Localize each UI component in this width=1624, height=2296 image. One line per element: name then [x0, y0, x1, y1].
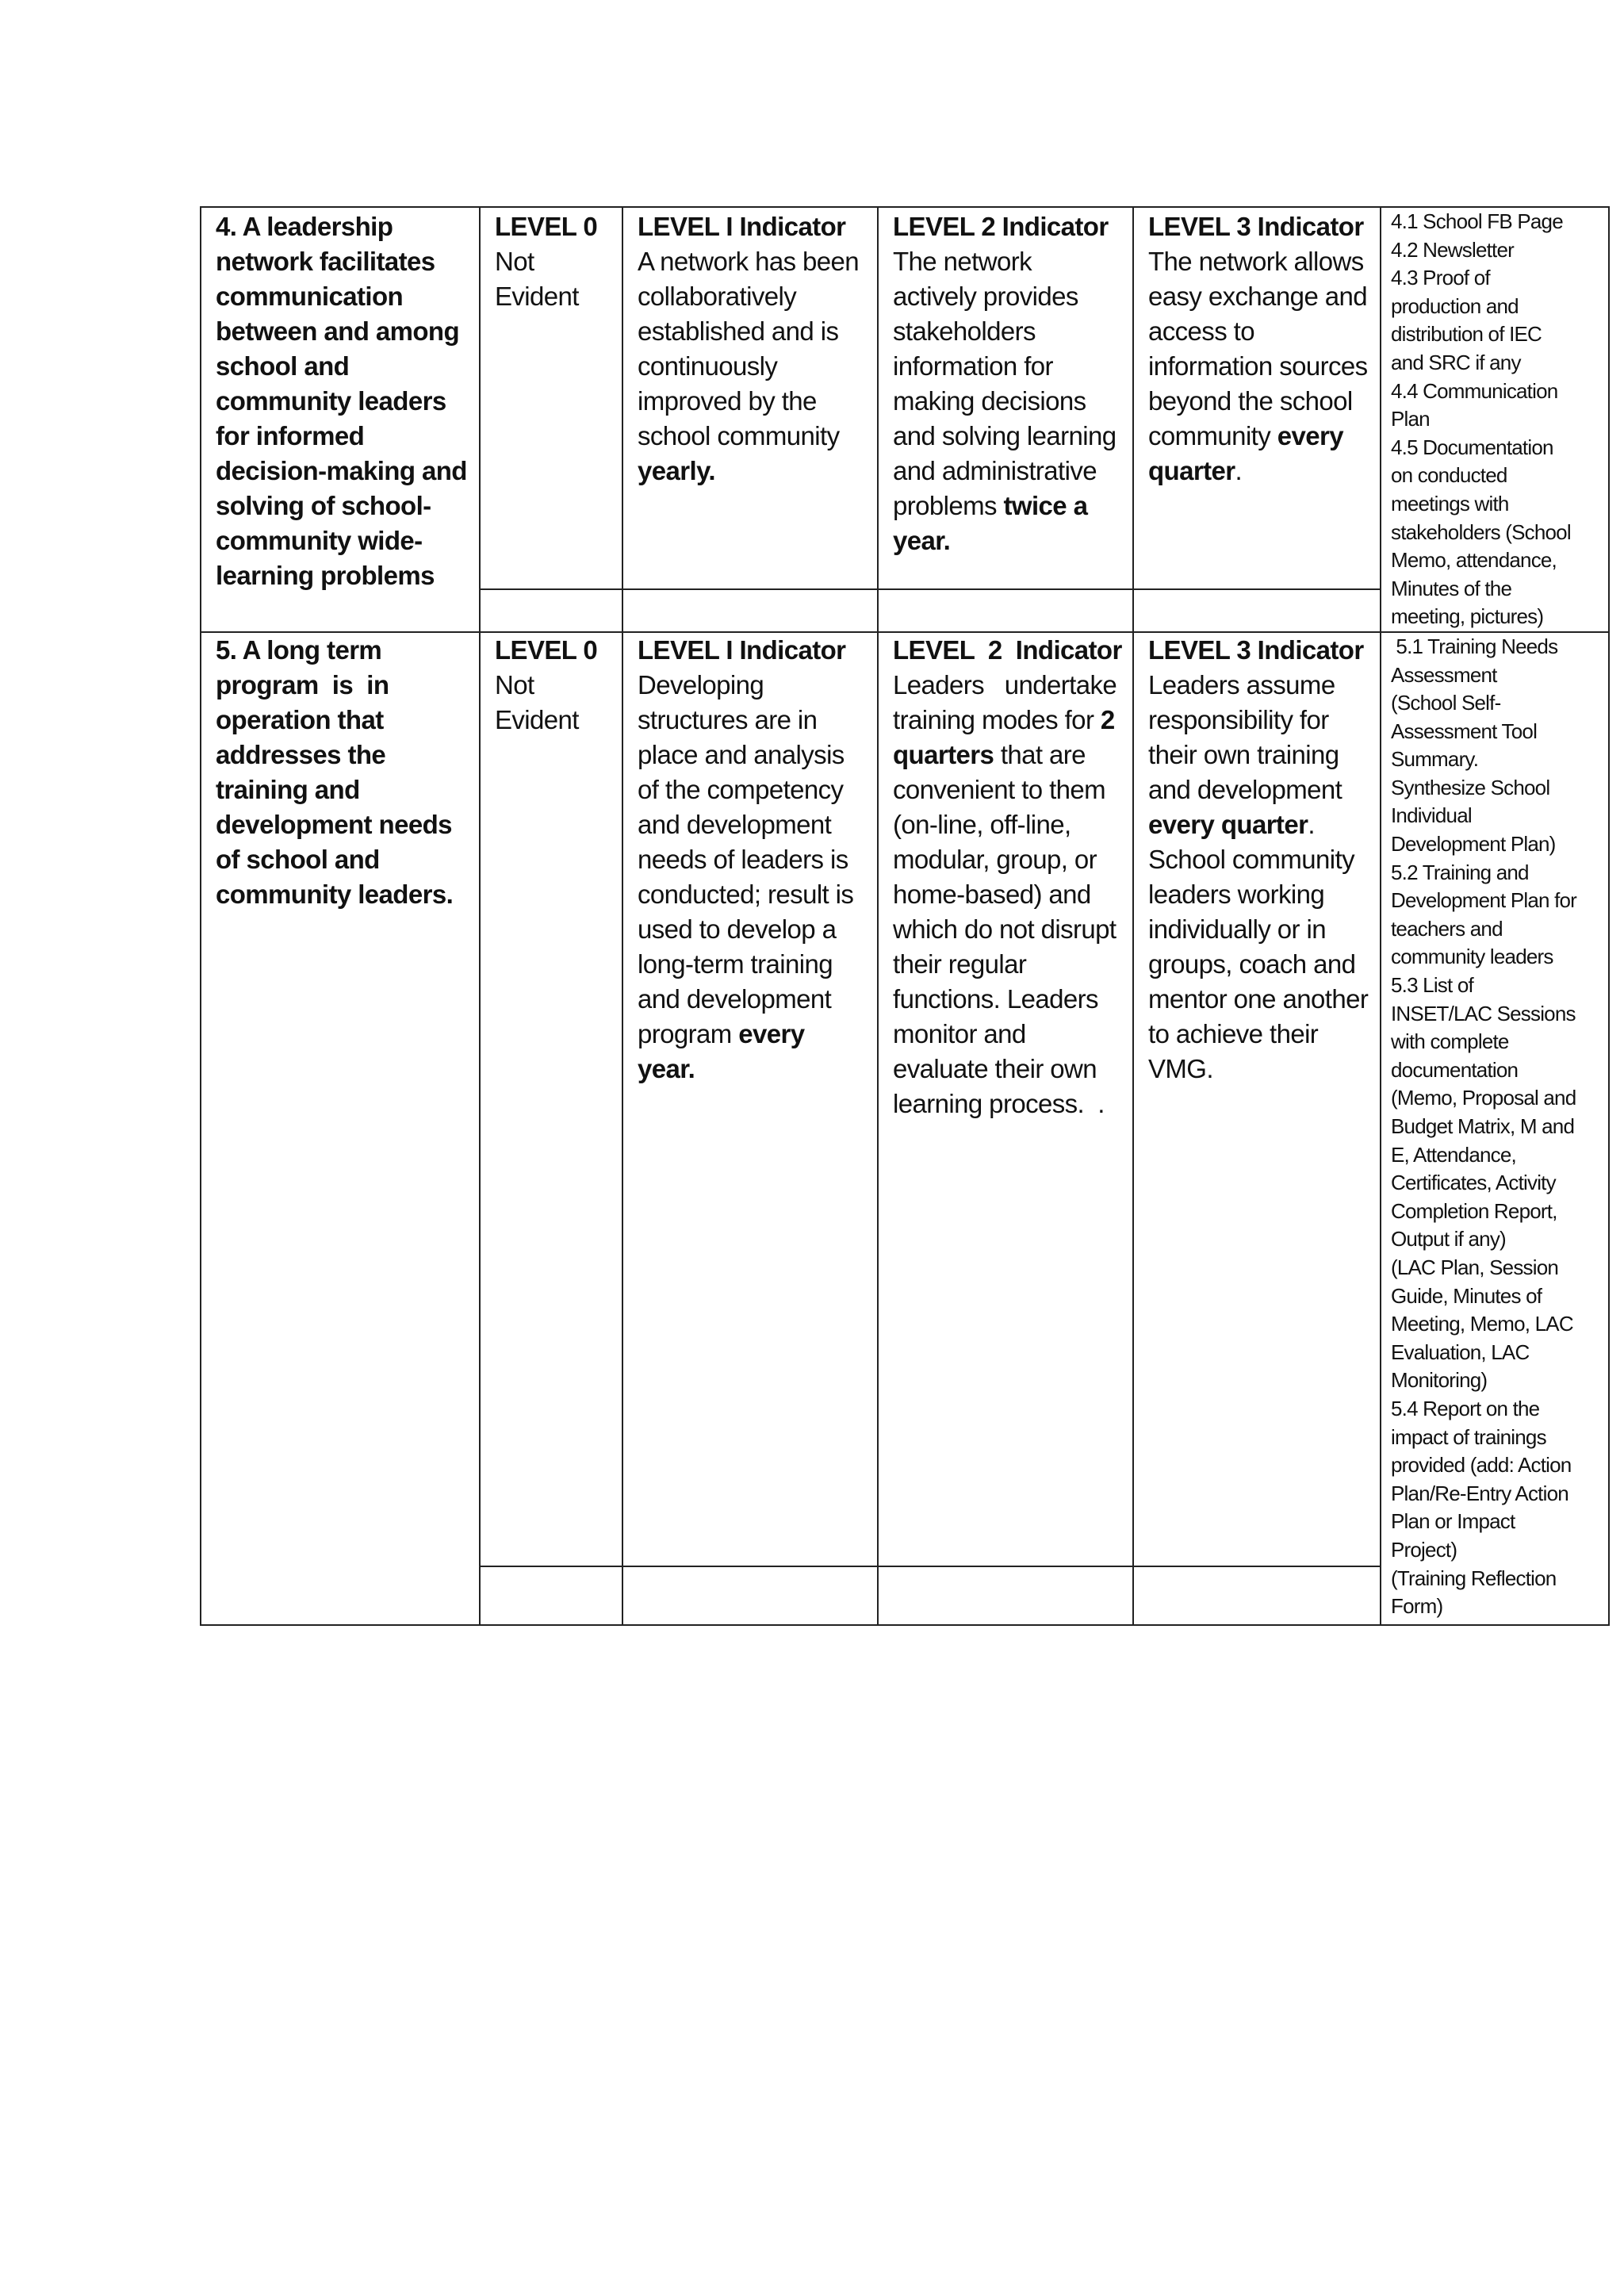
- text-line: Individual: [1391, 803, 1472, 828]
- text-line: which do not disrupt: [893, 914, 1116, 944]
- text-line: monitor and: [893, 1018, 1026, 1048]
- level3-frequency-end: quarter: [1148, 456, 1235, 485]
- level0-cell: [480, 632, 622, 1566]
- level2-frequency-unit: quarters: [893, 739, 994, 769]
- level1-frequency: every: [738, 1018, 805, 1048]
- rubric-table: [200, 206, 1610, 1626]
- text-line: information for: [893, 351, 1053, 381]
- level2-heading: LEVEL 2 Indicator: [893, 634, 1122, 665]
- text-line: Certificates, Activity: [1391, 1171, 1556, 1195]
- text-line: groups, coach and: [1148, 949, 1356, 979]
- text-line: training and: [216, 774, 360, 804]
- text-line: Monitoring): [1391, 1368, 1488, 1393]
- text-line: Plan or Impact: [1391, 1509, 1515, 1534]
- text-line: and development: [638, 809, 832, 839]
- level2-frequency-number: 2: [1100, 704, 1115, 734]
- text-line: Completion Report,: [1391, 1198, 1557, 1223]
- text-line: VMG.: [1148, 1053, 1213, 1083]
- text-line: meeting, pictures): [1391, 604, 1544, 629]
- text-line: needs of leaders is: [638, 844, 848, 874]
- text-line: meetings with: [1391, 491, 1509, 516]
- level1-text: [638, 668, 863, 1017]
- text-line: collaboratively: [638, 282, 797, 311]
- text-line: INSET/LAC Sessions: [1391, 1001, 1576, 1025]
- text-line: to achieve their: [1148, 1018, 1319, 1048]
- level2-frequency: twice a: [1003, 491, 1088, 520]
- text-line: network facilitates: [216, 247, 435, 276]
- level3-cell: [1133, 207, 1381, 589]
- text-line: decision-making and: [216, 456, 467, 485]
- text-line: provided (add: Action: [1391, 1453, 1572, 1478]
- text-line: Leaders assume: [1148, 669, 1335, 700]
- text-line: School community: [1148, 844, 1355, 874]
- text-line: place and analysis: [638, 739, 845, 769]
- text-line: school and: [216, 351, 350, 381]
- text-line: 5.1 Training Needs: [1391, 634, 1558, 658]
- text-line: 5.4 Report on the: [1391, 1396, 1540, 1420]
- text-line: production and: [1391, 293, 1519, 318]
- level3-text-continued: [1148, 842, 1369, 1087]
- text-line: 4.5 Documentation: [1391, 435, 1553, 459]
- text-line: community leaders: [216, 386, 446, 416]
- text-line: Plan/Re-Entry Action: [1391, 1481, 1568, 1505]
- text-line: 4.1 School FB Page: [1391, 209, 1563, 233]
- text-line: E, Attendance,: [1391, 1142, 1516, 1167]
- level1-text: [638, 244, 863, 454]
- text-line: The network: [893, 247, 1032, 276]
- level3-rating-cell: [1133, 589, 1381, 632]
- text-line: Development Plan): [1391, 832, 1556, 857]
- criterion-text: [216, 633, 465, 912]
- means-of-verification-list: [1391, 633, 1600, 1621]
- text-line: teachers and: [1391, 916, 1503, 941]
- text-line: addresses the: [216, 739, 386, 769]
- level2-text-third: that are: [994, 739, 1086, 769]
- text-line: easy exchange and: [1148, 282, 1368, 311]
- text-line: improved by the: [638, 386, 817, 416]
- text-line: communication: [216, 282, 404, 311]
- text-line: their regular: [893, 949, 1027, 979]
- text-line: learning problems: [216, 561, 435, 590]
- text-line: of the competency: [638, 774, 844, 804]
- text-line: making decisions: [893, 386, 1086, 416]
- text-line: impact of trainings: [1391, 1424, 1546, 1449]
- level2-cell: [878, 632, 1133, 1566]
- text-line: structures are in: [638, 704, 818, 734]
- text-line: long-term training: [638, 949, 833, 979]
- level2-heading: LEVEL 2 Indicator: [893, 212, 1109, 241]
- level1-rating-cell: [622, 589, 878, 632]
- level2-text-tail: problems: [893, 491, 1004, 520]
- level0-text: [495, 244, 607, 314]
- level0-text: [495, 668, 607, 738]
- text-line: (LAC Plan, Session: [1391, 1255, 1559, 1279]
- text-line: Output if any): [1391, 1227, 1506, 1251]
- level2-cell: [878, 207, 1133, 589]
- level2-rating-cell: [878, 1566, 1133, 1625]
- text-line: established and is: [638, 316, 839, 346]
- text-line: modular, group, or: [893, 844, 1097, 874]
- criterion-text: [216, 209, 465, 593]
- level2-text-second: training modes for: [893, 704, 1101, 734]
- text-line: (School Self-: [1391, 691, 1501, 715]
- text-line: 5. A long term: [216, 634, 382, 665]
- text-line: Evident: [495, 704, 579, 734]
- level3-period: .: [1308, 809, 1315, 839]
- means-of-verification-list: [1391, 208, 1600, 631]
- text-line: 5.2 Training and: [1391, 860, 1529, 884]
- text-line: documentation: [1391, 1057, 1519, 1082]
- level3-frequency: every: [1277, 421, 1343, 450]
- text-line: development needs: [216, 809, 452, 839]
- text-line: on conducted: [1391, 463, 1507, 488]
- text-line: stakeholders: [893, 316, 1036, 346]
- text-line: learning process. .: [893, 1088, 1105, 1118]
- level1-rating-cell: [622, 1566, 878, 1625]
- text-line: community leaders: [1391, 945, 1553, 969]
- text-line: for informed: [216, 421, 365, 450]
- text-line: actively provides: [893, 282, 1078, 311]
- level0-heading: LEVEL 0: [495, 212, 598, 241]
- level2-text-first: Leaders undertake: [893, 669, 1117, 700]
- text-line: mentor one another: [1148, 983, 1369, 1014]
- text-line: with complete: [1391, 1029, 1509, 1054]
- text-line: Minutes of the: [1391, 576, 1512, 600]
- level1-heading: LEVEL I Indicator: [638, 212, 846, 241]
- text-line: and SRC if any: [1391, 350, 1521, 374]
- level3-cell: [1133, 632, 1381, 1566]
- text-line: community leaders.: [216, 879, 454, 909]
- text-line: access to: [1148, 316, 1254, 346]
- text-line: used to develop a: [638, 914, 837, 944]
- text-line: A network has been: [638, 247, 860, 276]
- text-line: Memo, attendance,: [1391, 548, 1557, 573]
- text-line: (on-line, off-line,: [893, 809, 1071, 839]
- level3-text: [1148, 668, 1365, 807]
- text-line: Form): [1391, 1594, 1443, 1619]
- text-line: and development: [638, 983, 832, 1014]
- text-line: distribution of IEC: [1391, 322, 1542, 347]
- text-line: leaders working: [1148, 879, 1325, 909]
- text-line: evaluate their own: [893, 1053, 1097, 1083]
- text-line: 4.2 Newsletter: [1391, 237, 1514, 262]
- text-line: of school and: [216, 844, 380, 874]
- text-line: and administrative: [893, 456, 1097, 485]
- text-line: Budget Matrix, M and: [1391, 1114, 1575, 1138]
- level0-cell: [480, 207, 622, 589]
- level3-frequency: every quarter: [1148, 809, 1308, 839]
- text-line: Summary.: [1391, 747, 1479, 772]
- text-line: conducted; result is: [638, 879, 854, 909]
- text-line: information sources: [1148, 351, 1368, 381]
- level3-period: .: [1235, 456, 1243, 485]
- text-line: The network allows: [1148, 247, 1364, 276]
- level1-cell: [622, 207, 878, 589]
- text-line: home-based) and: [893, 879, 1091, 909]
- level2-text: [893, 244, 1118, 489]
- text-line: and solving learning: [893, 421, 1116, 450]
- text-line: Evident: [495, 282, 579, 311]
- criterion-cell: [201, 632, 480, 1625]
- means-of-verification-cell: [1381, 632, 1609, 1625]
- text-line: Developing: [638, 669, 764, 700]
- text-line: Evaluation, LAC: [1391, 1340, 1530, 1364]
- text-line: Not: [495, 669, 534, 700]
- text-line: Plan: [1391, 407, 1430, 431]
- text-line: (Memo, Proposal and: [1391, 1086, 1576, 1110]
- text-line: solving of school-: [216, 491, 431, 520]
- text-line: their own training: [1148, 739, 1339, 769]
- text-line: Meeting, Memo, LAC: [1391, 1312, 1573, 1336]
- level0-rating-cell: [480, 589, 622, 632]
- level1-frequency: yearly.: [638, 456, 715, 485]
- text-line: (Training Reflection: [1391, 1566, 1557, 1590]
- text-line: 5.3 List of: [1391, 973, 1473, 998]
- text-line: school community: [638, 421, 840, 450]
- text-line: continuously: [638, 351, 778, 381]
- level3-heading: LEVEL 3 Indicator: [1148, 634, 1364, 665]
- means-of-verification-cell: [1381, 207, 1609, 632]
- text-line: between and among: [216, 316, 460, 346]
- text-line: Assessment: [1391, 662, 1497, 687]
- text-line: Development Plan for: [1391, 888, 1577, 913]
- level2-rating-cell: [878, 589, 1133, 632]
- level3-text: [1148, 244, 1368, 419]
- level2-frequency-end: year.: [893, 526, 951, 555]
- text-line: individually or in: [1148, 914, 1326, 944]
- text-line: convenient to them: [893, 774, 1106, 804]
- level2-text: [893, 772, 1118, 1121]
- text-line: 4.4 Communication: [1391, 378, 1558, 403]
- level3-rating-cell: [1133, 1566, 1381, 1625]
- level3-heading: LEVEL 3 Indicator: [1148, 212, 1364, 241]
- criterion-cell: [201, 207, 480, 632]
- level1-heading: LEVEL I Indicator: [638, 634, 846, 665]
- text-line: community wide-: [216, 526, 423, 555]
- text-line: beyond the school: [1148, 386, 1353, 416]
- level0-heading: LEVEL 0: [495, 634, 598, 665]
- level1-cell: [622, 632, 878, 1566]
- text-line: responsibility for: [1148, 704, 1329, 734]
- text-line: Project): [1391, 1537, 1457, 1562]
- text-line: 4.3 Proof of: [1391, 266, 1490, 290]
- text-line: Not: [495, 247, 534, 276]
- level1-frequency-end: year.: [638, 1053, 695, 1083]
- level1-text-tail: program: [638, 1018, 739, 1048]
- text-line: Guide, Minutes of: [1391, 1283, 1542, 1308]
- level3-text-tail: community: [1148, 421, 1277, 450]
- text-line: operation that: [216, 704, 384, 734]
- text-line: Assessment Tool: [1391, 719, 1538, 743]
- text-line: and development: [1148, 774, 1342, 804]
- text-line: stakeholders (School: [1391, 519, 1571, 544]
- level0-rating-cell: [480, 1566, 622, 1625]
- text-line: functions. Leaders: [893, 983, 1098, 1014]
- text-line: program is in: [216, 669, 389, 700]
- text-line: 4. A leadership: [216, 212, 393, 241]
- text-line: Synthesize School: [1391, 775, 1550, 799]
